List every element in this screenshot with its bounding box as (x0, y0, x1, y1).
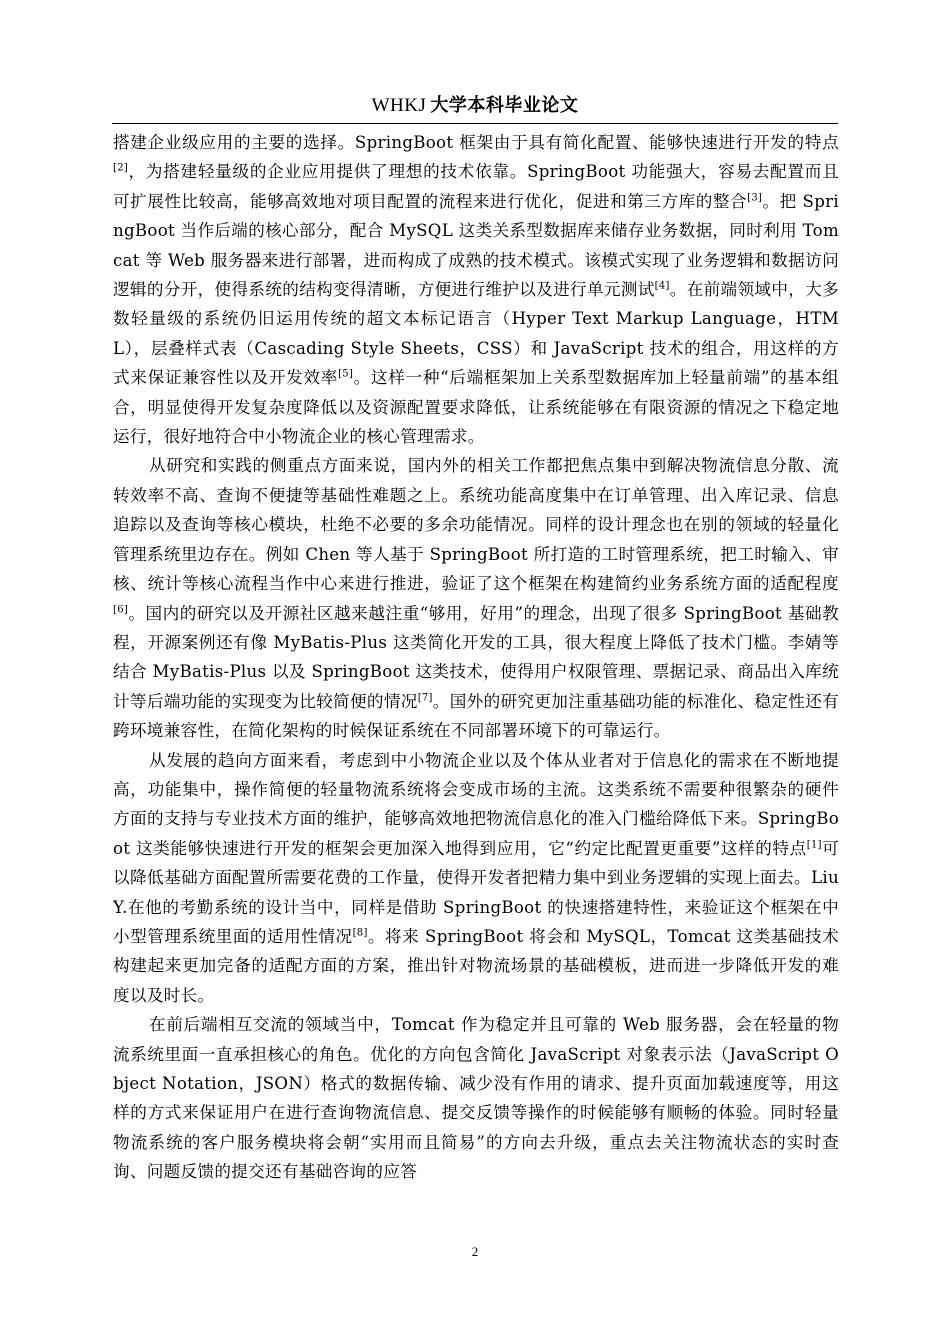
paragraph-1: 搭建企业级应用的主要的选择。SpringBoot 框架由于具有简化配置、能够快速进行开发的特点[2]，为搭建轻量级的企业应用提供了理想的技术依靠。SpringBoot 功能强大，容易去配置而且可扩展性比较高，能够高效地对项目配置的流程来进行优化，促进和第三方库的整合[3]。把 SpringBoot 当作后端的核心部分，配合 MySQL 这类关系型数据库来储存业务数据，同时利用 Tomcat 等 Web 服务器来进行部署，进而构成了成熟的技术模式。该模式实现了业务逻辑和数据访问逻辑的分开，使得系统的结构变得清晰，方便进行维护以及进行单元测试[4]。在前端领域中，大多数轻量级的系统仍旧运用传统的超文本标记语言（Hyper Text Markup Language，HTML），层叠样式表（Cascading Style Sheets，CSS）和 JavaScript 技术的组合，用这样的方式来保证兼容性以及开发效率[5]。这样一种“后端框架加上关系型数据库加上轻量前端”的基本组合，明显使得开发复杂度降低以及资源配置要求降低，让系统能够在有限资源的情况之下稳定地运行，很好地符合中小物流企业的核心管理需求。 (113, 133, 840, 447)
citation-ref: [1] (806, 839, 822, 851)
document-body (113, 128, 839, 1187)
citation-ref: [6] (113, 603, 129, 615)
header-title: 大学本科毕业论文 (430, 95, 579, 116)
citation-ref: [3] (747, 192, 763, 204)
citation-ref: [5] (338, 368, 354, 380)
header-rule (112, 123, 838, 124)
page-header (112, 88, 838, 122)
citation-ref: [2] (113, 162, 129, 174)
citation-ref: [7] (417, 692, 433, 704)
page-number: 2 (471, 1244, 479, 1259)
paragraph-3: 从发展的趋向方面来看，考虑到中小物流企业以及个体从业者对于信息化的需求在不断地提高，功能集中，操作简便的轻量物流系统将会变成市场的主流。这类系统不需要种很繁杂的硬件方面的支持与专业技术方面的维护，能够高效地把物流信息化的准入门槛给降低下来。SpringBoot 这类能够快速进行开发的框架会更加深入地得到应用，它“约定比配置更重要”这样的特点[1]可以降低基础方面配置所需要花费的工作量，使得开发者把精力集中到业务逻辑的实现上面去。LiuY.在他的考勤系统的设计当中，同样是借助 SpringBoot 的快速搭建特性，来验证这个框架在中小型管理系统里面的适用性情况[8]。将来 SpringBoot 将会和 MySQL，Tomcat 这类基础技术构建起来更加完备的适配方面的方案，推出针对物流场景的基础模板，进而进一步降低开发的难度以及时长。 (113, 750, 839, 1005)
paragraph-2: 从研究和实践的侧重点方面来说，国内外的相关工作都把焦点集中到解决物流信息分散、流转效率不高、查询不便捷等基础性难题之上。系统功能高度集中在订单管理、出入库记录、信息追踪以及查询等核心模块，杜绝不必要的多余功能情况。同样的设计理念也在别的领域的轻量化管理系统里边存在。例如 Chen 等人基于 SpringBoot 所打造的工时管理系统，把工时输入、审核、统计等核心流程当作中心来进行推进，验证了这个框架在构建简约业务系统方面的适配程度[6]。国内的研究以及开源社区越来越注重“够用，好用”的理念，出现了很多 SpringBoot 基础教程，开源案例还有像 MyBatis-Plus 这类简化开发的工具，很大程度上降低了技术门槛。李婧等结合 MyBatis-Plus 以及 SpringBoot 这类技术，使得用户权限管理、票据记录、商品出入库统计等后端功能的实现变为比较简便的情况[7]。国外的研究更加注重基础功能的标准化、稳定性还有跨环境兼容性，在简化架构的时候保证系统在不同部署环境下的可靠运行。 (113, 456, 839, 741)
paragraph-4: 在前后端相互交流的领域当中，Tomcat 作为稳定并且可靠的 Web 服务器，会在轻量的物流系统里面一直承担核心的角色。优化的方向包含简化 JavaScript 对象表示法（JavaScript Object Notation，JSON）格式的数据传输、减少没有作用的请求、提升页面加载速度等，用这样的方式来保证用户在进行查询物流信息、提交反馈等操作的时候能够有顺畅的体验。同时轻量物流系统的客户服务模块将会朝“实用而且简易”的方向去升级，重点去关注物流状态的实时查询、问题反馈的提交还有基础咨询的应答 (113, 1015, 839, 1182)
citation-ref: [8] (352, 927, 368, 939)
header-code: WHKJ (371, 95, 427, 116)
citation-ref: [4] (654, 280, 670, 292)
